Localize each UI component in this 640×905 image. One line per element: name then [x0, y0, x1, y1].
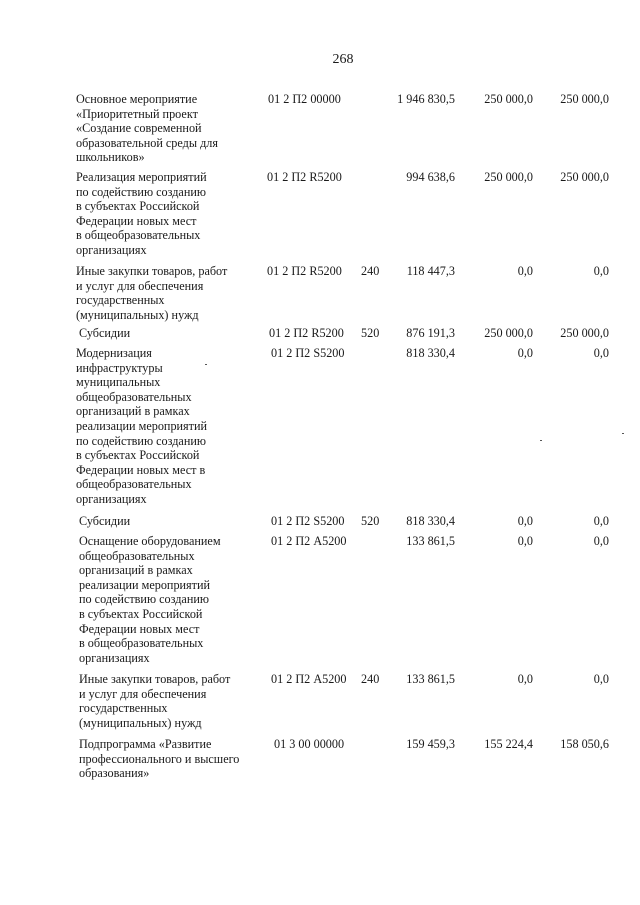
scan-speck — [540, 440, 542, 441]
row-name: Реализация мероприятий по содействию созданию в субъектах Российской Федерации новых мест в общеобразовательных организациях — [76, 170, 207, 257]
expense-type-code: 520 — [361, 514, 380, 528]
target-article-code: 01 2 П2 А5200 — [271, 534, 347, 548]
amount-2: 250 000,0 — [484, 92, 533, 106]
amount-3: 0,0 — [593, 346, 609, 360]
amount-1: 133 861,5 — [406, 534, 455, 548]
target-article-code: 01 2 П2 R5200 — [267, 170, 342, 184]
amount-3: 0,0 — [593, 514, 609, 528]
amount-1: 876 191,3 — [406, 326, 455, 340]
row-name: Иные закупки товаров, работ и услуг для обеспечения государственных (муниципальных) нужд — [76, 264, 228, 322]
row-name: Иные закупки товаров, работ и услуг для обеспечения государственных (муниципальных) нужд — [79, 672, 231, 730]
expense-type-code: 520 — [361, 326, 380, 340]
amount-2: 250 000,0 — [484, 326, 533, 340]
amount-3: 250 000,0 — [560, 92, 609, 106]
amount-2: 0,0 — [517, 534, 533, 548]
amount-2: 0,0 — [517, 514, 533, 528]
row-name: Субсидии — [79, 514, 131, 528]
amount-1: 1 946 830,5 — [397, 92, 455, 106]
scan-speck — [205, 364, 207, 365]
amount-2: 0,0 — [517, 346, 533, 360]
amount-1: 133 861,5 — [406, 672, 455, 686]
row-name: Модернизация инфраструктуры муниципальных общеобразовательных организаций в рамках реализации мероприятий по содействию созданию в субъектах Российской Федерации новых мест в общеобразовательных организациях — [76, 346, 208, 506]
row-name: Оснащение оборудованием общеобразовательных организаций в рамках реализации мероприятий по содействию созданию в субъектах Российской Федерации новых мест в общеобразовательных организациях — [79, 534, 221, 665]
target-article-code: 01 2 П2 00000 — [268, 92, 341, 106]
amount-2: 250 000,0 — [484, 170, 533, 184]
amount-3: 0,0 — [593, 672, 609, 686]
row-name: Основное мероприятие «Приоритетный проект «Создание современной образовательной среды для школьников» — [76, 92, 218, 165]
target-article-code: 01 2 П2 S5200 — [271, 346, 345, 360]
amount-3: 0,0 — [593, 264, 609, 278]
target-article-code: 01 2 П2 R5200 — [269, 326, 344, 340]
amount-2: 0,0 — [517, 672, 533, 686]
amount-3: 250 000,0 — [560, 170, 609, 184]
amount-2: 0,0 — [517, 264, 533, 278]
scan-speck — [622, 433, 624, 434]
expense-type-code: 240 — [361, 672, 380, 686]
amount-1: 994 638,6 — [406, 170, 455, 184]
amount-1: 118 447,3 — [406, 264, 455, 278]
target-article-code: 01 2 П2 R5200 — [267, 264, 342, 278]
amount-3: 158 050,6 — [560, 737, 609, 751]
target-article-code: 01 2 П2 S5200 — [271, 514, 345, 528]
row-name: Субсидии — [79, 326, 131, 340]
row-name: Подпрограмма «Развитие профессионального и высшего образования» — [79, 737, 240, 781]
page-number: 268 — [332, 52, 354, 67]
target-article-code: 01 3 00 00000 — [274, 737, 345, 751]
amount-1: 818 330,4 — [406, 514, 455, 528]
amount-2: 155 224,4 — [484, 737, 533, 751]
expense-type-code: 240 — [361, 264, 380, 278]
amount-3: 250 000,0 — [560, 326, 609, 340]
target-article-code: 01 2 П2 А5200 — [271, 672, 347, 686]
amount-3: 0,0 — [593, 534, 609, 548]
amount-1: 818 330,4 — [406, 346, 455, 360]
amount-1: 159 459,3 — [406, 737, 455, 751]
